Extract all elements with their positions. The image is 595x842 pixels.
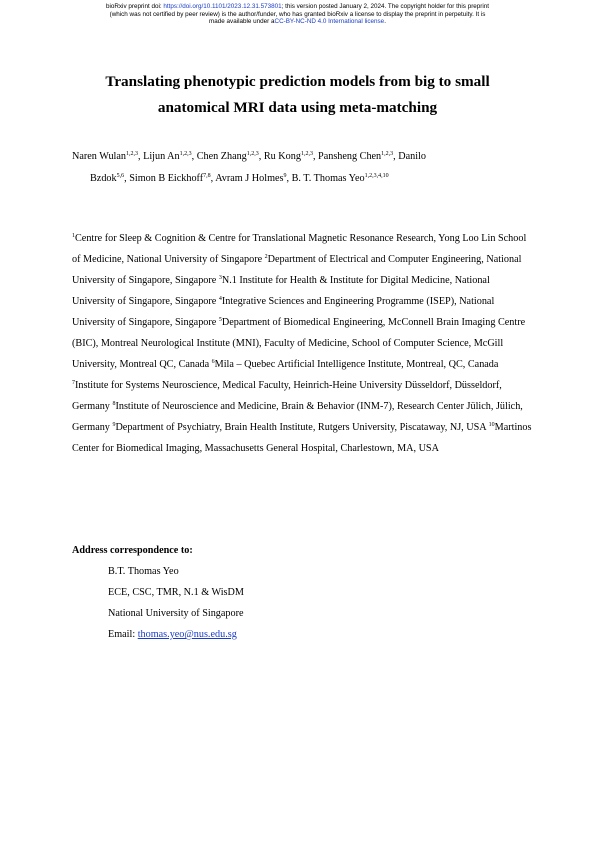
- affiliation-sup: 4: [218, 296, 222, 302]
- affiliation-sup: 8: [112, 401, 116, 407]
- affiliation-sup: 1: [72, 233, 75, 239]
- author-name-first: Danilo: [398, 151, 426, 162]
- email-link[interactable]: thomas.yeo@nus.edu.sg: [137, 629, 237, 640]
- author-affiliation-sup: 1,2,3: [381, 151, 394, 157]
- affiliation-sup: 10: [488, 422, 495, 428]
- affiliation-sup: 2: [264, 254, 268, 260]
- affiliation-text: N.1 Institute for Health & Institute for Digital Medicine, National University of Singapore, Singapore: [72, 275, 490, 307]
- affiliation-sup: 6: [211, 359, 215, 365]
- author-affiliation-sup: 5,6: [116, 172, 125, 179]
- author-name: Chen Zhang: [196, 151, 247, 162]
- author-name: Ru Kong: [263, 151, 301, 162]
- correspondence-heading: Address correspondence to:: [72, 545, 193, 556]
- author-name-last: Bzdok: [90, 172, 117, 184]
- author-affiliation-sup: 1,2,3: [246, 151, 259, 157]
- author-name: Lijun An: [143, 151, 180, 162]
- preprint-banner: [0, 3, 595, 26]
- author-affiliation-sup: 9: [283, 172, 287, 179]
- paper-title: [60, 69, 535, 121]
- author-name: B. T. Thomas Yeo: [291, 172, 365, 184]
- doi-link[interactable]: https://doi.org/10.1101/2023.12.31.573801: [163, 3, 282, 10]
- affiliation-sup: 3: [218, 275, 222, 281]
- banner-line-1: bioRxiv preprint doi: https://doi.org/10.1101/2023.12.31.573801; this version posted January 2, 2024. The copyright holder for this preprint: [105, 3, 490, 10]
- affiliation-list: [72, 228, 532, 459]
- correspondence-block: [72, 540, 532, 645]
- affiliation-text: Institute of Neuroscience and Medicine, Brain & Behavior (INM-7), Research Center Jülich, Jülich, Germany: [72, 401, 523, 433]
- title-line-1: Translating phenotypic prediction models from big to small: [105, 73, 490, 90]
- title-line-2: anatomical MRI data using meta-matching: [157, 99, 438, 116]
- author-affiliation-sup: 1,2,3,4,10: [364, 172, 389, 179]
- author-affiliation-sup: 1,2,3: [179, 151, 192, 157]
- affiliation-sup: 5: [218, 317, 222, 323]
- email-label: Email:: [108, 629, 138, 640]
- authors-line-2: Bzdok$^{5,6}$, Simon B Eickhoff$^{7,8}$, Avram J Holmes$^9$, B. T. Thomas Yeo$^{1,2,3,4,10}$: [90, 172, 389, 184]
- affiliation-text: Department of Biomedical Engineering, McConnell Brain Imaging Centre (BIC), Montreal Neurological Institute (MNI), Faculty of Medicine, School of Computer Science, McGill University, Montreal QC, Canada: [72, 317, 526, 370]
- banner-line-2: (which was not certified by peer review) is the author/funder, who has granted bioRxiv a license to display the preprint in perpetuity. It is: [109, 10, 486, 18]
- author-name: Avram J Holmes: [215, 172, 284, 184]
- author-name: Pansheng Chen: [318, 151, 382, 162]
- banner-line-3: made available under aCC-BY-NC-ND 4.0 International license.: [209, 18, 386, 26]
- affiliation-text: Department of Electrical and Computer Engineering, National University of Singapore, Singapore: [72, 254, 522, 286]
- affiliation-text: Centre for Sleep & Cognition & Centre for Translational Magnetic Resonance Research, Yong Loo Lin School of Medicine, National University of Singapore: [72, 233, 527, 265]
- affiliation-text: Institute for Systems Neuroscience, Medical Faculty, Heinrich-Heine University Düsseldorf, Düsseldorf, Germany: [72, 380, 502, 412]
- authors-line-1: Naren Wulan$^{1,2,3}$, Lijun An$^{1,2,3}$, Chen Zhang$^{1,2,3}$, Ru Kong$^{1,2,3}$, Pansheng Chen$^{1,2,3}$, Danilo: [72, 151, 426, 162]
- author-name: Naren Wulan: [72, 151, 126, 162]
- correspondence-affiliation: ECE, CSC, TMR, N.1 & WisDM: [108, 587, 244, 598]
- correspondence-email-line: [72, 624, 532, 645]
- affiliation-sup: 7: [72, 380, 75, 386]
- author-affiliation-sup: 1,2,3: [126, 151, 138, 157]
- author-affiliation-sup: 7,8: [203, 172, 211, 179]
- author-affiliation-sup: 1,2,3: [300, 151, 313, 157]
- affiliation-text: Mila – Quebec Artificial Intelligence Institute, Montreal, QC, Canada: [214, 359, 499, 370]
- author-name: Simon B Eickhoff: [129, 172, 204, 184]
- author-list: [72, 146, 532, 189]
- correspondence-institution: National University of Singapore: [108, 608, 244, 619]
- correspondence-name: B.T. Thomas Yeo: [108, 566, 179, 577]
- affiliation-sup: 9: [112, 422, 116, 428]
- affiliation-text: Martinos Center for Biomedical Imaging, Massachusetts General Hospital, Charlestown, MA, USA: [72, 422, 532, 454]
- license-link[interactable]: CC-BY-NC-ND 4.0 International license: [274, 18, 385, 26]
- affiliation-text: Integrative Sciences and Engineering Programme (ISEP), National University of Singapore, Singapore: [72, 296, 495, 328]
- affiliation-text: Department of Psychiatry, Brain Health Institute, Rutgers University, Piscataway, NJ, USA: [115, 422, 489, 433]
